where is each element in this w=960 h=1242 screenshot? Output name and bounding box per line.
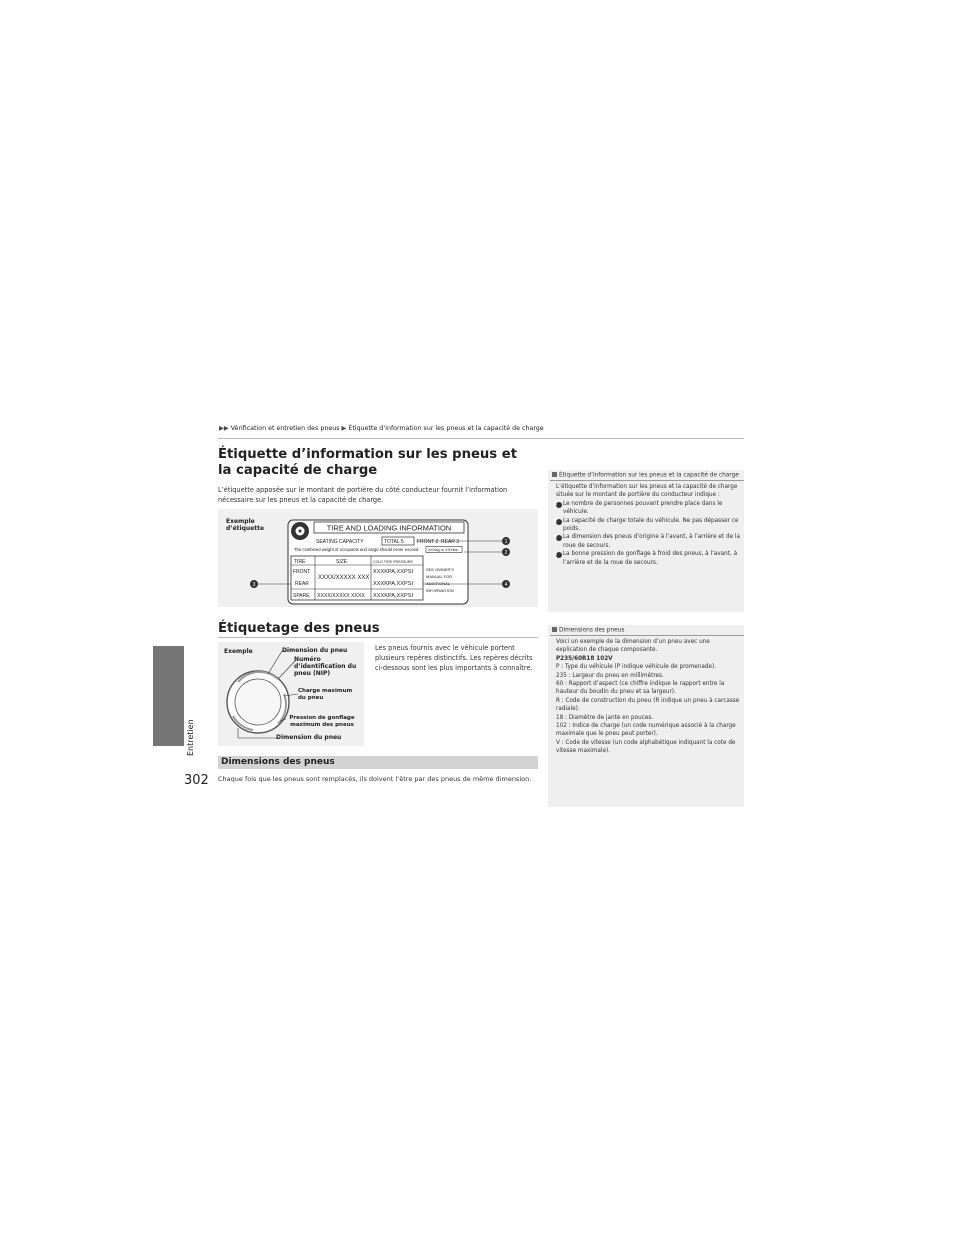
note-item-2-text: La capacité de charge totale du véhicule. Ne pas dépasser ce poids. [563, 517, 739, 533]
section-tab [153, 646, 184, 746]
section-title-label-info: Étiquette d’information sur les pneus et la capacité de charge [218, 447, 517, 478]
note-dimensions-body [556, 638, 740, 756]
note-icon [552, 627, 557, 632]
note-item-4 [553, 550, 740, 567]
section-title-tire-labeling: Étiquetage des pneus [218, 621, 380, 636]
note-item-1-text: Le nombre de personnes pouvant prendre place dans le véhicule. [563, 500, 723, 516]
note-divider [550, 635, 744, 636]
callout-3-number: 3 [252, 582, 256, 588]
note-divider [550, 480, 744, 481]
tire-loading-label-illustration [218, 509, 538, 607]
label-rear: REAR 3 [441, 539, 460, 545]
note-line-235: 235 : Largeur du pneu en millimètres. [556, 672, 664, 679]
note-label-info-title-text: Étiquette d’information sur les pneus et la capacité de charge [559, 472, 739, 479]
note-label-info-title [552, 472, 739, 479]
note-line-v: V : Code de vitesse (un code alphabétique indiquant la cote de vitesse maximale). [556, 739, 736, 755]
number-2-icon: 2 [556, 519, 562, 525]
label-combined-text: The combined weight of occupants and cargo should never exceed [294, 547, 419, 552]
figure-caption: Exemple d’étiquette [226, 518, 265, 532]
label-weight: XXXkg or XXXlbs. [428, 548, 459, 552]
note-item-3 [553, 533, 740, 550]
section-divider [218, 637, 538, 638]
breadcrumb-separator-icon: ▶ [341, 425, 347, 432]
note-item-4-text: La bonne pression de gonflage à froid des pneus, à l’avant, à l’arrière et de la roue de secours. [563, 551, 738, 566]
tire-size-code: P235/60R18 102V [556, 655, 613, 662]
label-dimension-bottom: Dimension du pneu [276, 734, 342, 741]
callout-4-number: 4 [504, 582, 508, 588]
callout-1-number: 1 [504, 539, 508, 545]
label-seating: SEATING CAPACITY [316, 539, 364, 545]
tire-sidewall-figure [218, 642, 364, 746]
label-title: TIRE AND LOADING INFORMATION [326, 523, 452, 533]
number-1-icon: 1 [556, 502, 562, 508]
label-see-4: INFORMATION [426, 588, 454, 593]
label-size-spare: XXXX/XXXXX XXXX [317, 593, 365, 599]
note-label-info [548, 470, 744, 612]
note-dimensions-title-text: Dimensions des pneus [559, 627, 625, 634]
label-size-main: XXXX/XXXXX XXX [318, 575, 370, 581]
breadcrumb [219, 425, 544, 432]
figure-example-label: Exemple [224, 648, 253, 655]
note-icon [552, 472, 557, 477]
label-pressure-front: XXXKPA,XXPSI [373, 569, 414, 575]
label-col-pressure: COLD TIRE PRESSURE [373, 560, 413, 564]
header-divider [218, 438, 744, 439]
label-figure [218, 509, 538, 607]
subsection-body: Chaque fois que les pneus sont remplacés, ils doivent l’être par des pneus de même dimension. [218, 775, 532, 783]
note-line-18: 18 : Diamètre de jante en pouces. [556, 714, 654, 721]
note-dimensions-intro: Voici un exemple de la dimension d’un pneu avec une explication de chaque composante. [556, 639, 710, 654]
label-col-size: SIZE [336, 559, 348, 565]
label-row-spare: SPARE [293, 593, 310, 599]
note-label-info-body [553, 483, 740, 567]
label-see-1: SEE OWNER'S [426, 567, 454, 572]
number-3-icon: 3 [556, 535, 562, 541]
note-item-3-text: La dimension des pneus d’origine à l’avant, à l’arrière et de la roue de secours. [563, 534, 740, 549]
breadcrumb-arrow-icon: ▶▶ [219, 425, 229, 432]
note-line-102: 102 : Indice de charge (un code numérique associé à la charge maximale que le pneu peut porter). [556, 723, 736, 738]
section-tab-label: Entretien [186, 719, 195, 756]
note-item-1 [553, 500, 740, 517]
subsection-title: Dimensions des pneus [221, 757, 335, 767]
note-label-info-intro: L’étiquette d’information sur les pneus et la capacité de charge située sur le montant de portière du conducteur indique : [556, 484, 738, 499]
label-row-front: FRONT [293, 569, 311, 575]
label-see-3: ADDITIONAL [426, 581, 451, 586]
subsection-header [218, 756, 538, 769]
breadcrumb-part-1[interactable]: Vérification et entretien des pneus [230, 425, 340, 432]
label-col-tire: TIRE [294, 559, 306, 565]
label-charge: Charge maximum du pneu [298, 688, 353, 701]
note-line-r: R : Code de construction du pneu (R indique un pneu à carcasse radiale). [556, 697, 740, 713]
label-nip: Numéro d’identification du pneu (NIP) [294, 656, 357, 677]
note-item-2 [553, 517, 740, 534]
breadcrumb-part-2[interactable]: Étiquette d’information sur les pneus et la capacité de charge [348, 425, 544, 432]
section-intro: L’étiquette apposée sur le montant de portière du côté conducteur fournit l’information nécessaire sur les pneus et la capacité de charge. [218, 486, 508, 504]
note-line-60: 60 : Rapport d’aspect (ce chiffre indique le rapport entre la hauteur du boudin du pneu et sa largeur). [556, 681, 725, 696]
label-total: TOTAL 5 [384, 539, 404, 545]
note-tire-dimensions [548, 625, 744, 807]
callout-2-number: 2 [504, 550, 508, 556]
label-pression: Pression de gonflage maximum des pneus [289, 715, 355, 728]
number-4-icon: 4 [556, 552, 562, 558]
label-pressure-spare: XXXKPA,XXPSI [373, 593, 414, 599]
label-dimension-top: Dimension du pneu [282, 647, 348, 654]
note-line-p: P : Type du véhicule (P indique véhicule de promenade). [556, 664, 717, 671]
label-row-rear: REAR [295, 581, 309, 587]
label-pressure-rear: XXXKPA,XXPSI [373, 581, 414, 587]
note-dimensions-title [552, 627, 624, 634]
label-see-2: MANUAL FOR [426, 574, 453, 579]
tire-labeling-body: Les pneus fournis avec le véhicule portent plusieurs repères distinctifs. Les repères décrits ci-dessous sont les plus importants à connaître. [375, 644, 533, 672]
page-number: 302 [184, 773, 209, 788]
label-front: FRONT 2 [417, 539, 439, 545]
